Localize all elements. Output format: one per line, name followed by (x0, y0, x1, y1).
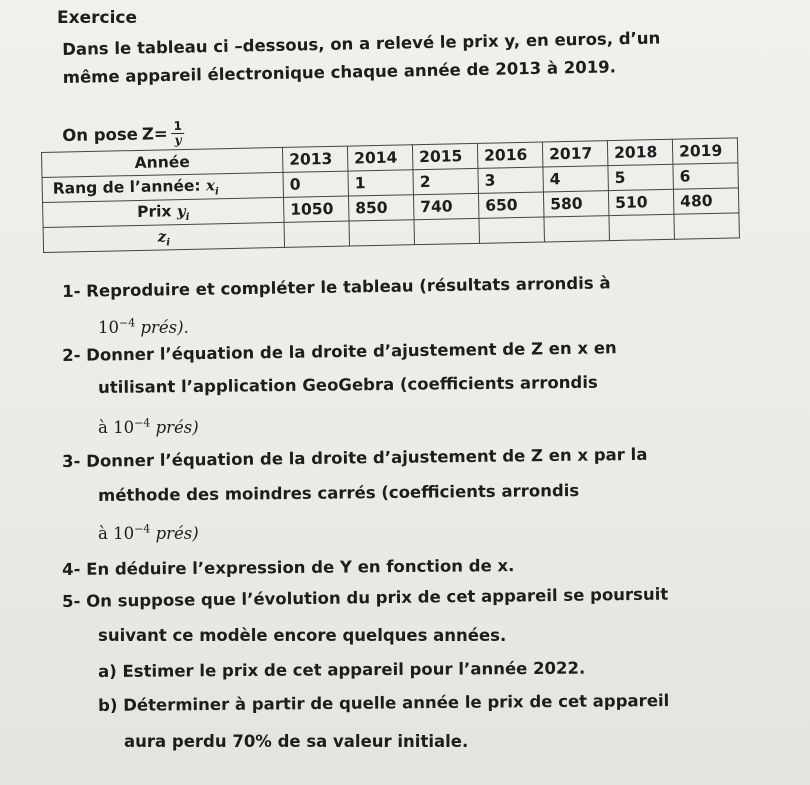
var-z-i (157, 226, 171, 248)
var-z: z (157, 226, 167, 246)
power-tail: prés) (155, 523, 199, 543)
table-cell-empty (414, 218, 480, 244)
table-cell-empty (349, 220, 415, 246)
question-3-line-3 (98, 522, 199, 543)
row-label-z (43, 222, 284, 252)
question-1-line-1: 1- Reproduire et compléter le tableau (résultats arrondis à (62, 273, 611, 301)
question-5a: a) Estimer le prix de cet appareil pour l’année 2022. (98, 658, 586, 681)
fraction-denominator: y (174, 132, 182, 148)
rang-label-text: Rang de l’année: (52, 176, 201, 198)
power-ten (98, 318, 189, 337)
power-tail: prés) (155, 417, 199, 437)
intro-text (62, 23, 763, 92)
var-x-sub: i (214, 185, 220, 197)
power-exp: −4 (119, 316, 136, 329)
question-4: 4- En déduire l’expression de Y en fonction de x. (62, 556, 515, 579)
var-x: x (205, 175, 216, 195)
word-a: à (98, 417, 108, 437)
intro-line-1: Dans le tableau ci –dessous, on a relevé le prix y, en euros, d’un (62, 28, 661, 59)
power-base: 10 (98, 317, 119, 337)
table-cell: 4 (543, 166, 609, 192)
table-cell: 5 (608, 164, 674, 190)
table-cell: 2014 (347, 145, 413, 171)
table-cell-empty (479, 217, 545, 243)
var-y-i (176, 201, 190, 223)
data-table-wrapper (41, 137, 740, 253)
table-cell: 650 (478, 192, 544, 218)
table-cell: 6 (673, 163, 739, 189)
var-x-i (205, 175, 220, 197)
question-3-line-1: 3- Donner l’équation de la droite d’ajustement de Z en x par la (62, 444, 648, 471)
word-a: à (98, 523, 108, 543)
table-cell: 1050 (284, 196, 350, 222)
table-cell: 1 (348, 170, 414, 196)
table-cell: 2015 (412, 143, 478, 169)
table-cell: 740 (413, 193, 479, 219)
table-cell: 480 (673, 188, 739, 214)
table-cell-empty (609, 214, 675, 240)
table-cell: 850 (348, 195, 414, 221)
exercise-title: Exercice (57, 8, 138, 28)
prix-label-text: Prix (136, 201, 172, 221)
fraction-numerator: 1 (171, 120, 184, 134)
power-base: 10 (113, 523, 135, 543)
data-table (41, 137, 740, 253)
table-cell: 2017 (542, 141, 608, 167)
table-cell: 2019 (672, 138, 738, 164)
z-equals: Z= (141, 124, 168, 144)
table-cell-empty (674, 213, 740, 239)
table-cell-empty (544, 216, 610, 242)
fraction-one-over-y (171, 120, 184, 147)
table-cell: 2 (413, 168, 479, 194)
row-label-annee: Année (42, 147, 283, 177)
question-5b-line-2: aura perdu 70% de sa valeur initiale. (124, 732, 469, 751)
question-1-line-2 (98, 316, 189, 337)
power-exp: −4 (134, 522, 151, 535)
var-z-sub: i (166, 236, 171, 248)
question-2-line-3 (98, 416, 199, 437)
power-base: 10 (113, 417, 135, 437)
table-cell: 3 (478, 167, 544, 193)
power-ten (98, 524, 199, 543)
table-cell: 2016 (477, 142, 543, 168)
on-pose-label: On pose (62, 124, 139, 145)
table-cell: 580 (543, 191, 609, 217)
var-y: y (176, 201, 186, 220)
table-cell: 2018 (607, 139, 673, 165)
intro-line-2: même appareil électronique chaque année de 2013 à 2019. (62, 57, 617, 87)
question-3-line-2: méthode des moindres carrés (coefficients arrondis (98, 480, 580, 505)
power-exp: −4 (134, 416, 151, 429)
question-5-line-2: suivant ce modèle encore quelques années. (98, 626, 507, 645)
question-5b-line-1: b) Déterminer à partir de quelle année le prix de cet appareil (98, 691, 670, 715)
var-y-sub: i (185, 211, 190, 223)
definition-z (62, 120, 184, 149)
question-5-line-1: 5- On suppose que l’évolution du prix de cet appareil se poursuit (62, 584, 669, 611)
table-cell: 2013 (282, 146, 348, 172)
table-cell: 510 (608, 189, 674, 215)
table-cell-empty (284, 221, 350, 247)
power-tail: prés). (140, 317, 189, 337)
question-2-line-1: 2- Donner l’équation de la droite d’ajustement de Z en x en (62, 338, 617, 365)
table-cell: 0 (283, 171, 349, 197)
question-2-line-2: utilisant l’application GeoGebra (coefficients arrondis (98, 372, 598, 397)
power-ten (98, 418, 199, 437)
